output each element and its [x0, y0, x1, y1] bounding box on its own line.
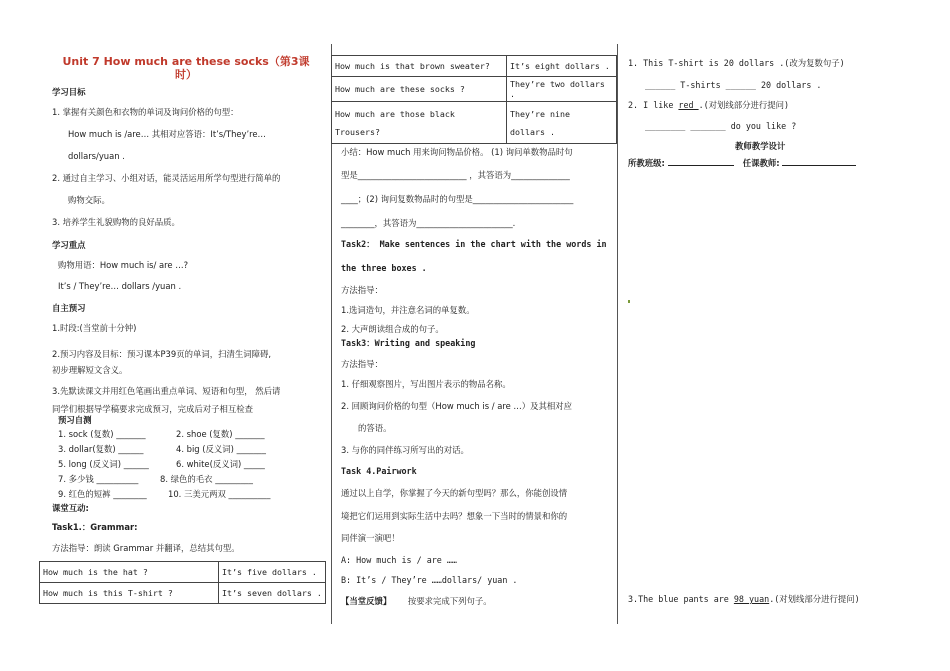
exercise-3-prefix: 3.The blue pants are: [628, 594, 734, 604]
pairwork-text-2: 境把它们运用到实际生活中去吗？想象一下当时的情景和你的: [341, 511, 568, 521]
self-test-item: 8. 绿色的毛衣 _________: [160, 474, 253, 484]
teacher-label: 任课教师:: [742, 158, 780, 168]
goal-1-line-b: How much is /are… 其相对应答语：It’s/They’re…: [68, 129, 266, 139]
self-test-item: 5. long (反义词) ______: [58, 459, 149, 469]
self-test-item: 6. white(反义词) _____: [176, 459, 265, 469]
task-2-line-a: Task2： Make sentences in the chart with the words in: [341, 239, 607, 249]
exercise-2-suffix: .(对划线部分进行提问): [698, 100, 790, 110]
self-test-item: 4. big (反义词) _______: [176, 444, 266, 454]
task-4: Task 4.Pairwork: [341, 466, 417, 476]
task-2-step-2: 2. 大声朗读组合成的句子。: [341, 324, 444, 334]
feedback-line: [341, 595, 492, 607]
exercise-3-underlined-word: 98 yuan: [733, 594, 770, 604]
teacher-blank[interactable]: [782, 156, 856, 166]
task-3-method: 方法指导：: [341, 359, 383, 369]
self-test-item: 1. sock (复数) _______: [58, 429, 146, 439]
heading-key-points: 学习重点: [52, 240, 86, 250]
grammar-table: [39, 561, 326, 604]
table-cell-line: How much are those black: [335, 108, 455, 119]
summary-line-d: ________，其答语为_______________________.: [341, 218, 516, 228]
table-row: [40, 583, 326, 604]
exercise-1-line-b: ______ T-shirts ______ 20 dollars .: [645, 80, 822, 90]
key-point-2: It’s / They’re… dollars /yuan .: [58, 281, 182, 291]
self-test-item: 9. 红色的短裤 ________: [58, 489, 147, 499]
heading-class-interaction: 课堂互动:: [52, 503, 89, 513]
task-3: Task3：Writing and speaking: [341, 338, 476, 348]
table-cell: [332, 102, 507, 144]
goal-2-line-a: 2. 通过自主学习、小组对话，能灵活运用所学句型进行简单的: [52, 173, 281, 183]
lesson-title: [52, 55, 320, 81]
table-row: [40, 562, 326, 583]
feedback-label: 【当堂反馈】: [341, 596, 392, 606]
lesson-title-line1: Unit 7 How much are these socks（第3课: [62, 55, 310, 68]
summary-line-a: 小结：How much 用来询问物品价格。 (1) 询问单数物品时句: [341, 147, 573, 157]
pairwork-text-1: 通过以上自学，你掌握了今天的新句型吗？那么，你能创设情: [341, 488, 568, 498]
preview-3-line-a: 3.先默读课文并用红色笔画出重点单词、短语和句型， 然后请: [52, 386, 281, 396]
exercise-3: [628, 593, 860, 605]
goal-3: 3. 培养学生礼貌购物的良好品质。: [52, 217, 180, 227]
exercise-2-line-a: [628, 99, 789, 111]
table-cell: How much is this T-shirt ?: [40, 583, 219, 604]
dialogue-a: A: How much is / are ……: [341, 555, 457, 565]
table-cell: How much is the hat ?: [40, 562, 219, 583]
key-point-1: 购物用语：How much is/ are …?: [58, 260, 189, 270]
exercise-2-line-b: ________ _______ do you like ?: [645, 121, 797, 131]
table-cell: It’s five dollars .: [219, 562, 326, 583]
self-test-item: 7. 多少钱 __________: [58, 474, 139, 484]
teacher-design-heading: 教师教学设计: [735, 141, 786, 151]
self-test-item: 2. shoe (复数) _______: [176, 429, 265, 439]
table-cell: How much are these socks ?: [332, 77, 507, 102]
exercise-2-underlined-word: red: [678, 100, 699, 110]
preview-1: 1.时段:(当堂前十分钟): [52, 323, 137, 333]
task-1: Task1.：Grammar:: [52, 522, 138, 532]
self-test-item: 3. dollar(复数) ______: [58, 444, 144, 454]
feedback-text: 按要求完成下列句子。: [407, 596, 492, 606]
table-cell-line: Trousers?: [335, 126, 380, 137]
summary-line-b: 型是__________________________ ，其答语为______________: [341, 170, 570, 180]
teacher-info-row: [628, 156, 856, 169]
task-2-step-1: 1.选词造句，并注意名词的单复数。: [341, 305, 475, 315]
task-3-step-1: 1. 仔细观察图片，写出图片表示的物品名称。: [341, 379, 511, 389]
task-2-method: 方法指导：: [341, 285, 383, 295]
exercise-1-line-a: 1. This T-shirt is 20 dollars .(改为复数句子): [628, 58, 845, 68]
summary-line-c: ____；(2) 询问复数物品时的句型是________________________: [341, 194, 574, 204]
table-cell: [507, 102, 617, 144]
goal-1-line-a: 1. 掌握有关颜色和衣物的单词及询问价格的句型：: [52, 107, 239, 117]
heading-self-test: 预习自测: [58, 415, 92, 425]
self-test-item: 10. 三美元两双 __________: [168, 489, 271, 499]
preview-2-line-b: 初步理解短文含义。: [52, 365, 128, 375]
preview-3-line-b: 同学们根据导学稿要求完成预习，完成后对子相互检查: [52, 404, 253, 414]
table-cell-line: dollars .: [510, 126, 555, 137]
table-cell-line: They’re nine: [510, 108, 570, 119]
table-cell: It’s seven dollars .: [219, 583, 326, 604]
dialogue-b: B: It’s / They’re ……dollars/ yuan .: [341, 575, 518, 585]
task-3-step-2-line-b: 的答语。: [358, 423, 392, 433]
lesson-title-line2: 时）: [175, 68, 197, 81]
pairwork-text-3: 同伴演一演吧！: [341, 533, 400, 543]
goal-2-line-b: 购物交际。: [68, 195, 110, 205]
task-1-method: 方法指导：朗读 Grammar 并翻译，总结其句型。: [52, 543, 240, 553]
task-3-step-3: 3. 与你的同伴练习所写出的对话。: [341, 445, 469, 455]
table-cell: It’s eight dollars .: [507, 56, 617, 77]
column-divider-2: [617, 44, 618, 624]
table-cell: How much is that brown sweater?: [332, 56, 507, 77]
class-label: 所教班级:: [628, 158, 665, 168]
exercise-3-suffix: .(对划线部分进行提问): [769, 594, 860, 604]
price-table: [331, 55, 617, 144]
class-blank[interactable]: [668, 156, 734, 166]
heading-preview: 自主预习: [52, 303, 86, 313]
preview-2-line-a: 2.预习内容及目标：预习课本P39页的单词，扫清生词障碍,: [52, 349, 271, 359]
goal-1-line-c: dollars/yuan .: [68, 151, 125, 161]
stray-mark: [628, 300, 630, 303]
exercise-2-prefix: 2. I like: [628, 100, 679, 110]
task-3-step-2-line-a: 2. 回顾询问价格的句型（How much is / are …）及其相对应: [341, 401, 573, 411]
heading-goals: 学习目标: [52, 87, 86, 97]
task-2-line-b: the three boxes .: [341, 263, 427, 273]
table-row: [332, 102, 617, 144]
table-row: [332, 56, 617, 77]
table-cell: They’re two dollars .: [507, 77, 617, 102]
table-row: [332, 77, 617, 102]
